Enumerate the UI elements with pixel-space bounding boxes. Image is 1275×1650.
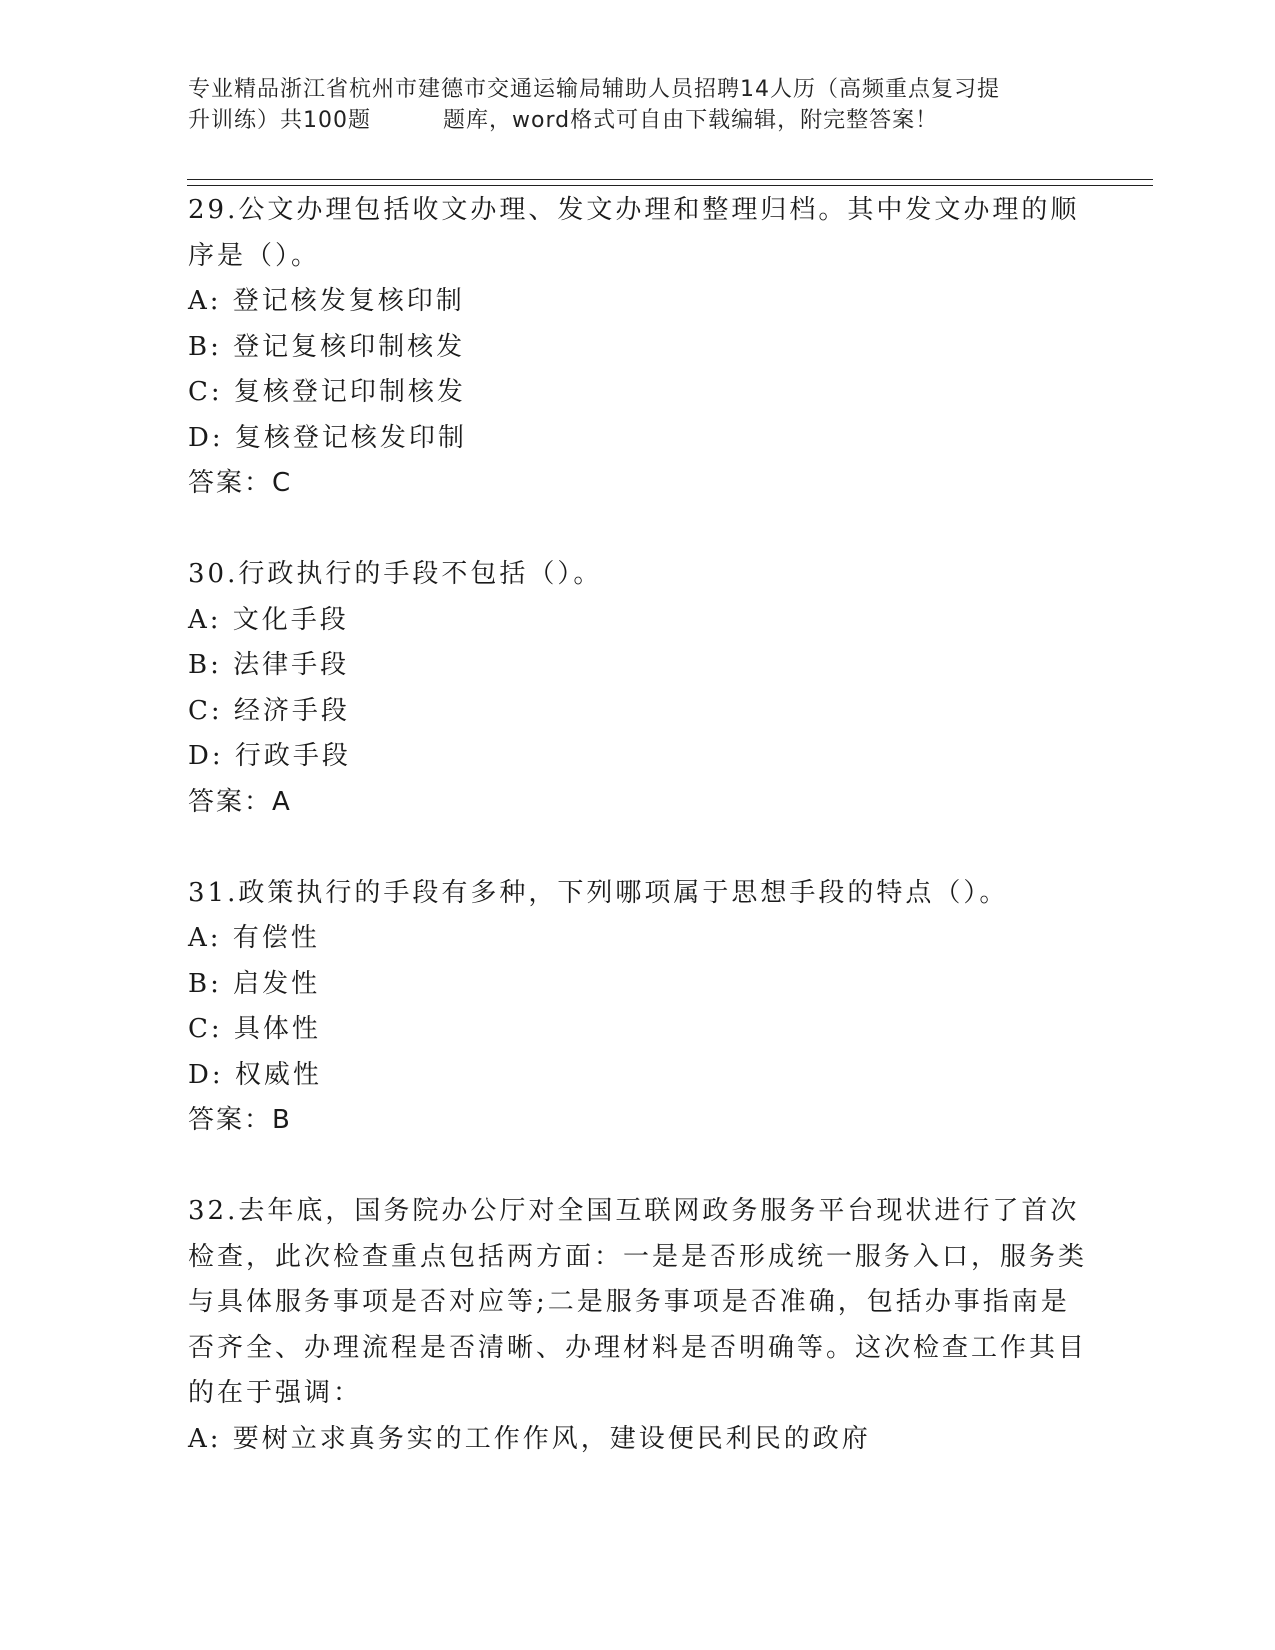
- option-a: A: 文化手段: [188, 604, 349, 635]
- option-c: C: 经济手段: [188, 695, 350, 726]
- option-d: D: 行政手段: [188, 741, 351, 771]
- option-b: B: 启发性: [188, 968, 321, 999]
- question-stem: 31.政策执行的手段有多种，下列哪项属于思想手段的特点（）。: [188, 877, 1009, 908]
- answer: 答案：A: [188, 786, 292, 817]
- document-header: [188, 74, 1088, 136]
- question-stem: 30.行政执行的手段不包括（）。: [188, 559, 603, 589]
- option-a: A: 要树立求真务实的工作作风，建设便民利民的政府: [188, 1423, 871, 1454]
- question-stem: 29.公文办理包括收文办理、发文办理和整理归档。其中发文办理的顺序是（）。: [188, 195, 1080, 271]
- question-29: [188, 188, 1088, 552]
- answer: 答案：C: [188, 468, 293, 498]
- option-b: B: 法律手段: [188, 650, 350, 680]
- option-c: C: 复核登记印制核发: [188, 377, 466, 407]
- header-line-2b: 题库，word格式可自由下载编辑，附完整答案！: [443, 108, 939, 133]
- answer: 答案：B: [188, 1105, 292, 1135]
- option-a: A: 有偿性: [188, 923, 320, 953]
- header-divider-bottom: [187, 185, 1153, 186]
- header-line-2a: 升训练）共100题: [188, 108, 371, 133]
- question-list: [188, 188, 1088, 1462]
- question-30: [188, 552, 1088, 871]
- question-stem: 32.去年底，国务院办公厅对全国互联网政务服务平台现状进行了首次检查，此次检查重点包括两方面：一是是否形成统一服务入口，服务类与具体服务事项是否对应等;二是服务事项是否准确，包括办事指南是否齐全、办理流程是否清晰、办理材料是否明确等。这次检查工作其目的在于强调：: [188, 1196, 1088, 1408]
- option-d: D: 复核登记核发印制: [188, 422, 467, 453]
- option-c: C: 具体性: [188, 1014, 321, 1044]
- question-31: [188, 871, 1088, 1190]
- option-b: B: 登记复核印制核发: [188, 331, 466, 362]
- question-32: [188, 1189, 1088, 1462]
- option-a: A: 登记核发复核印制: [188, 286, 465, 316]
- header-line-2: [188, 105, 1088, 136]
- option-d: D: 权威性: [188, 1059, 322, 1090]
- header-line-1: 专业精品浙江省杭州市建德市交通运输局辅助人员招聘14人历（高频重点复习提: [188, 77, 1000, 102]
- header-divider-top: [187, 179, 1153, 180]
